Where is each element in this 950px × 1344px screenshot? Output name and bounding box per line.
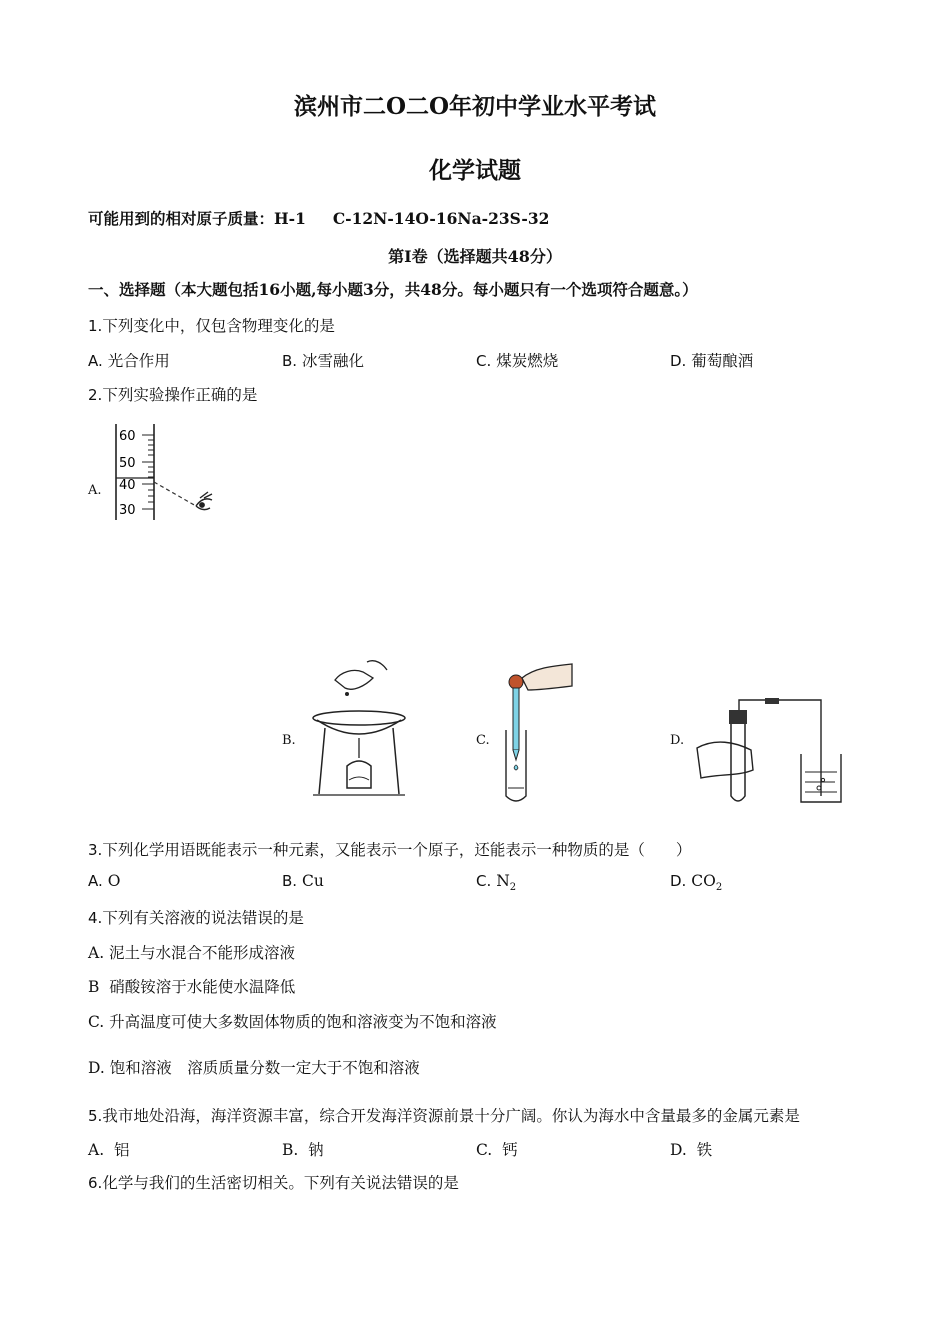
question-stem: 下列化学用语既能表示一种元素，又能表示一个原子，还能表示一种物质的是（ ）: [102, 841, 692, 859]
exam-title: 滨州市二O二O年初中学业水平考试: [293, 93, 657, 120]
q3-option-d: D. $CO_2$: [670, 872, 723, 894]
question-1: [88, 314, 335, 336]
q5-option-a: A. 铝: [88, 1141, 130, 1159]
cylinder-tick-label: 60: [119, 429, 136, 444]
question-number: 3.: [88, 841, 103, 859]
dropper-test-tube-figure: [500, 656, 580, 806]
volume-heading: 第I卷（选择题共48分）: [388, 247, 562, 266]
q4-option-d: D. 饱和溶液 溶质质量分数一定大于不饱和溶液: [88, 1059, 420, 1077]
q5-option-b: B. 钠: [282, 1141, 324, 1159]
q1-option-a: A. 光合作用: [88, 352, 170, 370]
q3-option-c: C. $N_2$: [476, 872, 517, 894]
hand-icon: [335, 661, 387, 690]
q1-option-d: D. 葡萄酿酒: [670, 352, 754, 370]
cylinder-reading-figure: [110, 420, 225, 525]
q3-option-b: B. Cu: [282, 872, 324, 890]
question-number: 1.: [88, 317, 103, 335]
question-number: 5.: [88, 1107, 103, 1125]
hand-icon: [522, 664, 572, 690]
question-stem: 化学与我们的生活密切相关。下列有关说法错误的是: [102, 1174, 459, 1192]
airtightness-check-figure: [695, 698, 845, 806]
q4-option-a: A. 泥土与水混合不能形成溶液: [88, 944, 296, 962]
question-number: 6.: [88, 1174, 103, 1192]
q4-option-b: B 硝酸铵溶于水能使水温降低: [88, 978, 296, 996]
question-number: 2.: [88, 386, 103, 404]
evaporating-dish-figure: [305, 658, 415, 800]
q4-option-c: C. 升高温度可使大多数固体物质的饱和溶液变为不饱和溶液: [88, 1013, 497, 1031]
exam-subtitle: 化学试题: [429, 157, 521, 184]
question-stem: 下列变化中，仅包含物理变化的是: [102, 317, 335, 335]
question-stem: 我市地处沿海，海洋资源丰富，综合开发海洋资源前景十分广阔。你认为海水中含量最多的金属元素是: [102, 1107, 800, 1125]
q5-option-c: C. 钙: [476, 1141, 518, 1159]
cylinder-tick-label: 40: [119, 478, 136, 493]
question-3: [88, 838, 691, 860]
question-4: [88, 906, 304, 928]
question-2: [88, 383, 257, 405]
cylinder-tick-label: 50: [119, 456, 136, 471]
question-stem: 下列实验操作正确的是: [102, 386, 258, 404]
question-6: [88, 1171, 459, 1193]
section-heading: 一、选择题（本大题包括16小题,每小题3分，共48分。每小题只有一个选项符合题意。）: [88, 280, 698, 299]
cylinder-tick-label: 30: [119, 503, 136, 518]
q2-option-d-label: D.: [670, 733, 685, 748]
q2-option-c-label: C.: [476, 733, 490, 748]
question-5: [88, 1104, 800, 1126]
atomic-mass-line: 可能用到的相对原子质量：H-1 C-12N-14O-16Na-23S-32: [88, 209, 550, 228]
q1-option-b: B. 冰雪融化: [282, 352, 365, 370]
question-stem: 下列有关溶液的说法错误的是: [102, 909, 304, 927]
q5-option-d: D. 铁: [670, 1141, 713, 1159]
q1-option-c: C. 煤炭燃烧: [476, 352, 559, 370]
eye-icon: [196, 492, 212, 510]
question-number: 4.: [88, 909, 103, 927]
q3-option-a: A. O: [88, 872, 121, 890]
q2-option-b-label: B.: [282, 733, 296, 748]
q2-option-a-label: A.: [88, 483, 102, 498]
